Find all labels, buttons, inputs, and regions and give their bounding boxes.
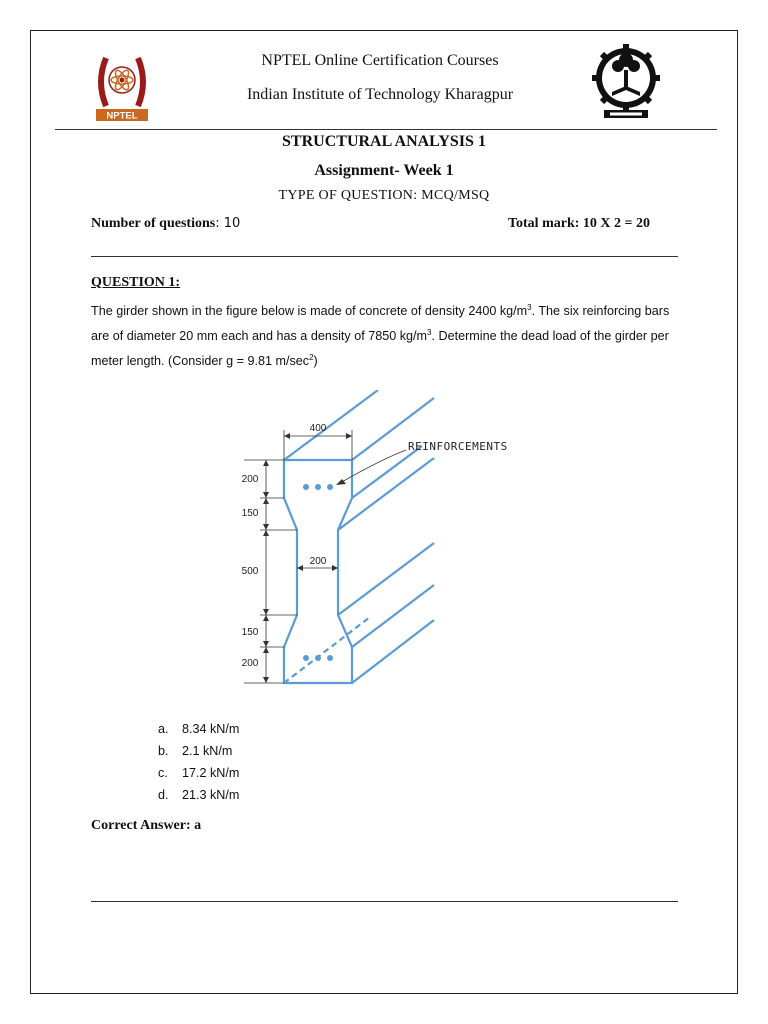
girder-outline xyxy=(284,390,434,683)
nptel-logo xyxy=(92,52,152,122)
question-text-part4: ) xyxy=(313,354,318,369)
option-text: 17.2 kN/m xyxy=(182,766,240,780)
num-questions-label: Number of questions xyxy=(91,216,216,231)
reinforcement-bars xyxy=(303,484,333,661)
option-text: 8.34 kN/m xyxy=(182,722,240,736)
option-label: a. xyxy=(158,722,169,736)
superscript-3: 3 xyxy=(527,303,532,312)
superscript-3: 3 xyxy=(427,328,432,338)
header-institute-line: Indian Institute of Technology Kharagpur xyxy=(246,86,514,103)
num-questions-value: : 10 xyxy=(215,216,241,231)
total-mark: Total mark: 10 X 2 = 20 xyxy=(507,216,650,231)
option-item xyxy=(158,740,239,762)
assignment-subtitle: Assignment- Week 1 xyxy=(314,162,454,179)
option-item xyxy=(158,718,239,740)
dim-top-width: 400 xyxy=(309,423,327,434)
option-label: c. xyxy=(158,766,168,780)
footer-divider xyxy=(91,901,678,902)
section-divider xyxy=(91,256,678,257)
superscript-2: 2 xyxy=(309,353,314,363)
page-title: STRUCTURAL ANALYSIS 1 xyxy=(282,133,486,150)
header-divider xyxy=(55,129,717,130)
number-of-questions xyxy=(91,216,240,232)
question-text-part3: . Determine the dead load of the girder per meter length. (Consider g = 9.81 m/sec xyxy=(91,329,669,369)
reinforcements-label: REINFORCEMENTS xyxy=(408,440,508,453)
dim-web-width: 200 xyxy=(309,556,327,567)
dim-200-top: 200 xyxy=(241,474,259,485)
dim-150-bottom: 150 xyxy=(241,627,259,638)
dim-500: 500 xyxy=(241,566,259,577)
option-text: 21.3 kN/m xyxy=(182,788,240,802)
girder-cross-section-figure xyxy=(230,390,560,690)
option-item xyxy=(158,762,239,784)
question-text-part2: . The six reinforcing bars are of diameter 20 mm each and has a density of 7850 kg/m xyxy=(91,304,670,344)
correct-answer: Correct Answer: a xyxy=(91,818,202,833)
dim-150-top: 150 xyxy=(241,508,259,519)
question-text-part1: The girder shown in the figure below is made of concrete of density 2400 kg/m xyxy=(91,304,528,319)
question-type: TYPE OF QUESTION: MCQ/MSQ xyxy=(278,188,490,203)
question-text xyxy=(91,297,681,373)
question-heading: QUESTION 1: xyxy=(91,275,181,290)
option-text: 2.1 kN/m xyxy=(182,744,233,758)
nptel-logo-text: NPTEL xyxy=(106,110,138,122)
option-label: d. xyxy=(158,788,169,802)
option-label: b. xyxy=(158,744,169,758)
option-item xyxy=(158,784,239,806)
answer-options xyxy=(158,718,239,806)
dim-200-bottom: 200 xyxy=(241,658,259,669)
header-course-line: NPTEL Online Certification Courses xyxy=(261,52,499,69)
iit-kharagpur-emblem-icon xyxy=(590,44,662,122)
